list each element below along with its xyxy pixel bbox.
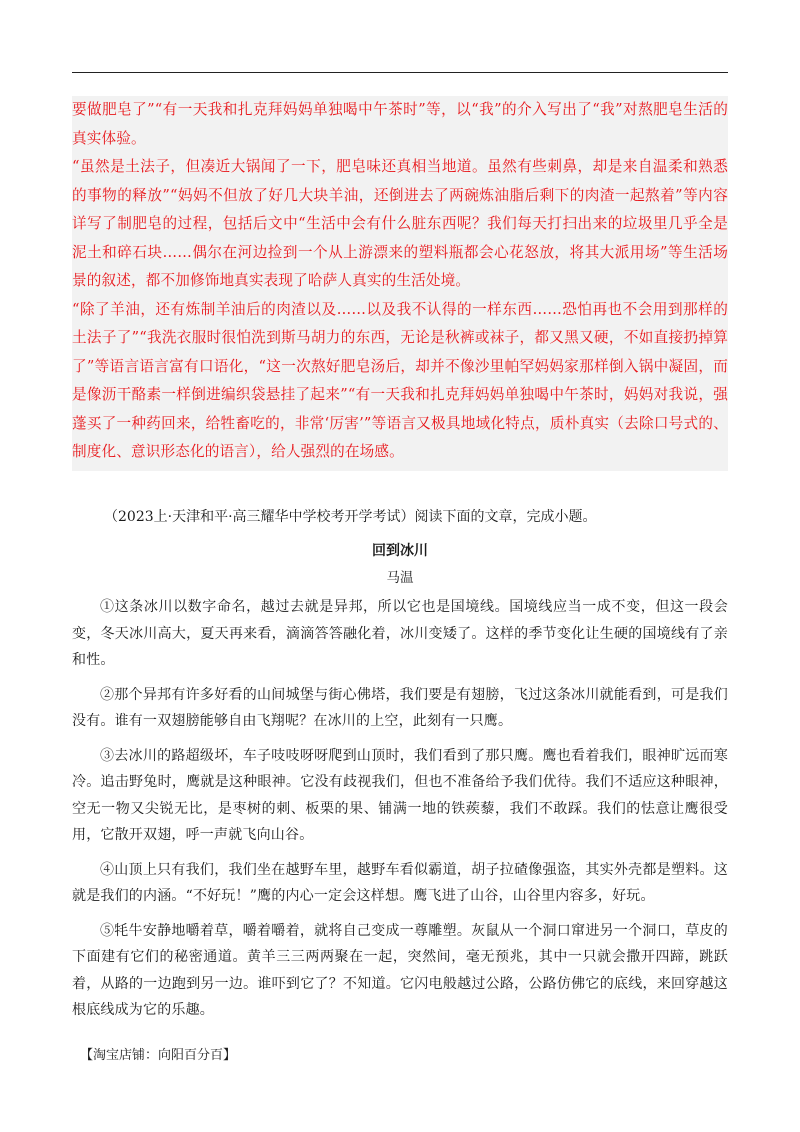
article-paragraph-3: ③去冰川的路超级坏，车子吱吱呀呀爬到山顶时，我们看到了那只鹰。鹰也看着我们，眼神旷远而寒冷。追击野兔时，鹰就是这种眼神。它没有歧视我们，但也不准备给予我们优待。我们不适应这种眼神，空无一物又尖锐无比，是枣树的刺、板栗的果、铺满一地的铁蒺藜，我们不敢踩。我们的怯意让鹰很受用，它散开双翅，呼一声就飞向山谷。 bbox=[72, 747, 728, 843]
article-paragraph-2: ②那个异邦有许多好看的山间城堡与街心佛塔，我们要是有翅膀，飞过这条冰川就能看到，可是我们没有。谁有一双翅膀能够自由飞翔呢？在冰川的上空，此刻有一只鹰。 bbox=[72, 686, 728, 729]
article-title: 回到冰川 bbox=[372, 543, 428, 559]
article-paragraph-1: ①这条冰川以数字命名，越过去就是异邦，所以它也是国境线。国境线应当一成不变，但这一段会变，冬天冰川高大，夏天再来看，滴滴答答融化着，冰川变矮了。这样的季节变化让生硬的国境线有了亲和性。 bbox=[72, 599, 728, 668]
article-author: 马温 bbox=[386, 570, 414, 586]
answer-paragraph-2: “虽然是土法子，但凑近大锅闻了一下，肥皂味还真相当地道。虽然有些刺鼻，却是来自温柔和熟悉的事物的释放”“妈妈不但放了好几大块羊油，还倒进去了两碗炼油脂后剩下的肉渣一起熬着”等内容详写了制肥皂的过程，包括后文中“生活中会有什么脏东西呢？我们每天打扫出来的垃圾里几乎全是泥土和碎石块……偶尔在河边捡到一个从上游漂来的塑料瓶都会心花怒放，将其大派用场”等生活场景的叙述，都不加修饰地真实表现了哈萨人真实的生活处境。 bbox=[72, 158, 728, 289]
article-paragraph-5: ⑤牦牛安静地嚼着草，嚼着嚼着，就将自己变成一尊雕塑。灰鼠从一个洞口窜进另一个洞口，草皮的下面建有它们的秘密通道。黄羊三三两两聚在一起，突然间，毫无预兆，其中一只就会撒开四蹄，跳跃着，从路的一边跑到另一边。谁吓到它了？不知道。它闪电般越过公路，公路仿佛它的底线，来回穿越这根底线成为它的乐趣。 bbox=[72, 922, 728, 1018]
article-paragraph-4: ④山顶上只有我们，我们坐在越野车里，越野车看似霸道，胡子拉碴像强盗，其实外壳都是塑料。这就是我们的内涵。“不好玩！”鹰的内心一定会这样想。鹰飞进了山谷，山谷里内容多，好玩。 bbox=[72, 861, 728, 904]
answer-analysis-block bbox=[72, 96, 728, 471]
article-body bbox=[72, 594, 728, 1032]
answer-paragraph-1: 要做肥皂了”“有一天我和扎克拜妈妈单独喝中午茶时”等，以“我”的介入写出了“我”对熬肥皂生活的真实体验。 bbox=[72, 101, 728, 147]
footer-shop-label: 【淘宝店铺：向阳百分百】 bbox=[80, 1048, 237, 1063]
question-source: （2023上·天津和平·高三耀华中学校考开学考试）阅读下面的文章，完成小题。 bbox=[104, 509, 597, 525]
header-rule bbox=[72, 72, 728, 73]
answer-paragraph-3: “除了羊油，还有炼制羊油后的肉渣以及……以及我不认得的一样东西……恐怕再也不会用到那样的土法子了”“我洗衣服时很怕洗到斯马胡力的东西，无论是秋裤或袜子，都又黑又硬，不如直接扔掉算了”等语言语言富有口语化，“这一次熬好肥皂汤后，却并不像沙里帕罕妈妈家那样倒入锅中凝固，而是像沥干酪素一样倒进编织袋悬挂了起来”“有一天我和扎克拜妈妈单独喝中午茶时，妈妈对我说，强蓬买了一种药回来，给牲畜吃的，非常‘厉害’”等语言又极具地域化特点，质朴真实（去除口号式的、制度化、意识形态化的语言），给人强烈的在场感。 bbox=[72, 300, 728, 460]
